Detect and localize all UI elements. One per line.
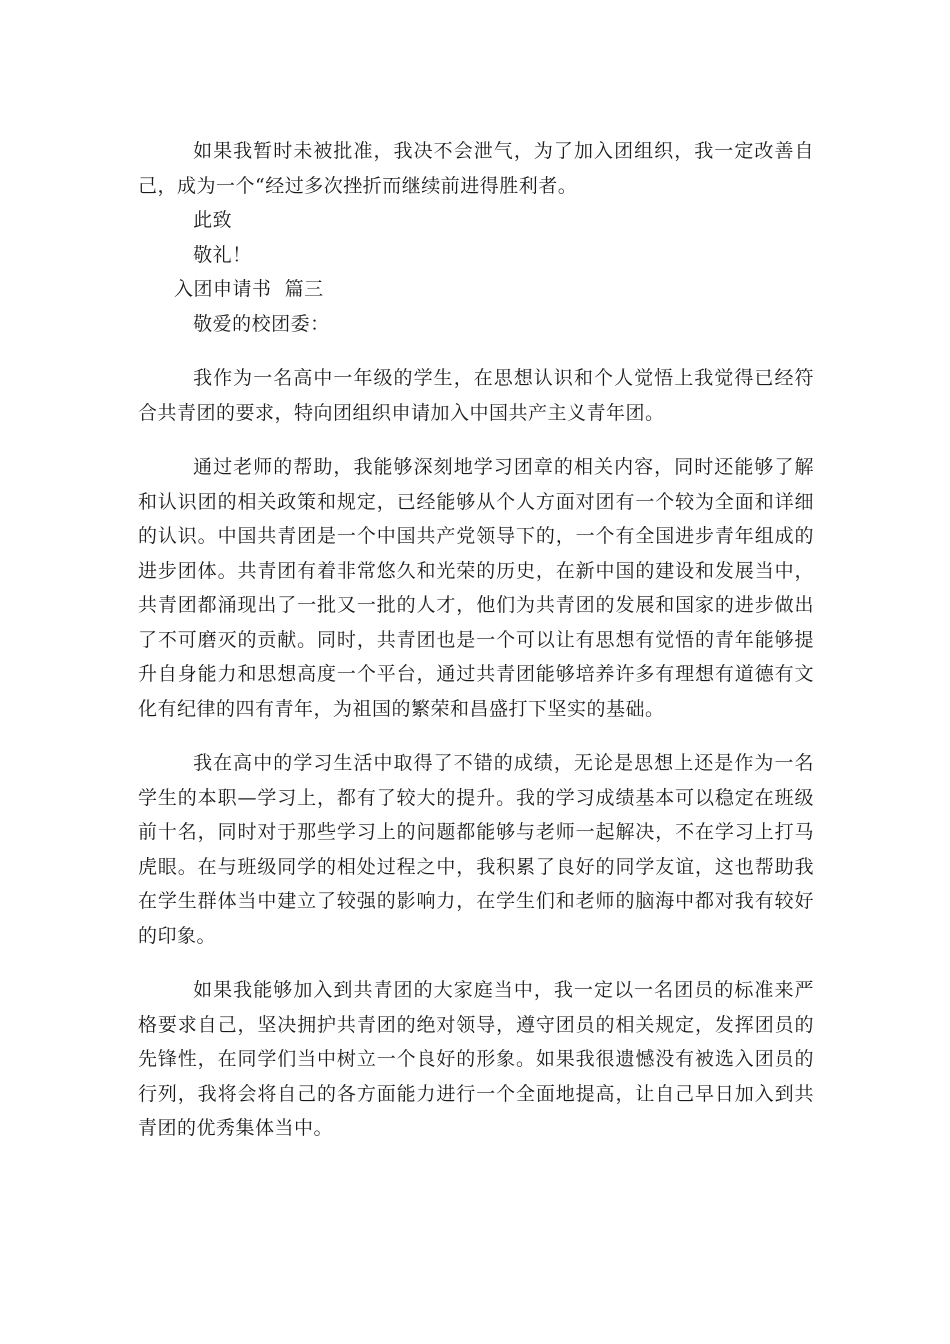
salutation: 敬爱的校团委： [193,312,330,335]
closing-line-cizhi: 此致 [193,209,233,231]
body-paragraph: 我作为一名高中一年级的学生，在思想认识和个人觉悟上我觉得已经符合共青团的要求，特向团组织申请加入中国共产主义青年团。 [138,367,814,424]
intro-paragraph: 如果我暂时未被批准，我决不会泄气，为了加入团组织，我一定改善自己，成为一个“经过多次挫折而继续前进得胜利者。 [138,140,814,197]
body-paragraph: 通过老师的帮助，我能够深刻地学习团章的相关内容，同时还能够了解和认识团的相关政策和规定，已经能够从个人方面对团有一个较为全面和详细的认识。中国共青团是一个中国共产党领导下的，一个有全国进步青年组成的进步团体。共青团有着非常悠久和光荣的历史，在新中国的建设和发展当中，共青团都涌现出了一批又一批的人才，他们为共青团的发展和国家的进步做出了不可磨灭的贡献。同时，共青团也是一个可以让有思想有觉悟的青年能够提升自身能力和思想高度一个平台，通过共青团能够培养许多有理想有道德有文化有纪律的四有青年，为祖国的繁荣和昌盛打下坚实的基础。 [138,456,814,720]
closing-line-jingli: 敬礼！ [193,243,252,266]
body-paragraph: 如果我能够加入到共青团的大家庭当中，我一定以一名团员的标准来严格要求自己，坚决拥护共青团的绝对领导，遵守团员的相关规定，发挥团员的先锋性，在同学们当中树立一个良好的形象。如果我很遗憾没有被选入团员的行列，我将会将自己的各方面能力进行一个全面地提高，让自己早日加入到共青团的优秀集体当中。 [138,979,814,1139]
body-paragraph: 我在高中的学习生活中取得了不错的成绩，无论是思想上还是作为一名学生的本职—学习上，都有了较大的提升。我的学习成绩基本可以稳定在班级前十名，同时对于那些学习上的问题都能够与老师一起解决，不在学习上打马虎眼。在与班级同学的相处过程之中，我积累了良好的同学友谊，这也帮助我在学生群体当中建立了较强的影响力，在学生们和老师的脑海中都对我有较好的印象。 [138,752,814,947]
document-body [138,134,814,1146]
section-title: 入团申请书 篇三 [174,278,324,300]
